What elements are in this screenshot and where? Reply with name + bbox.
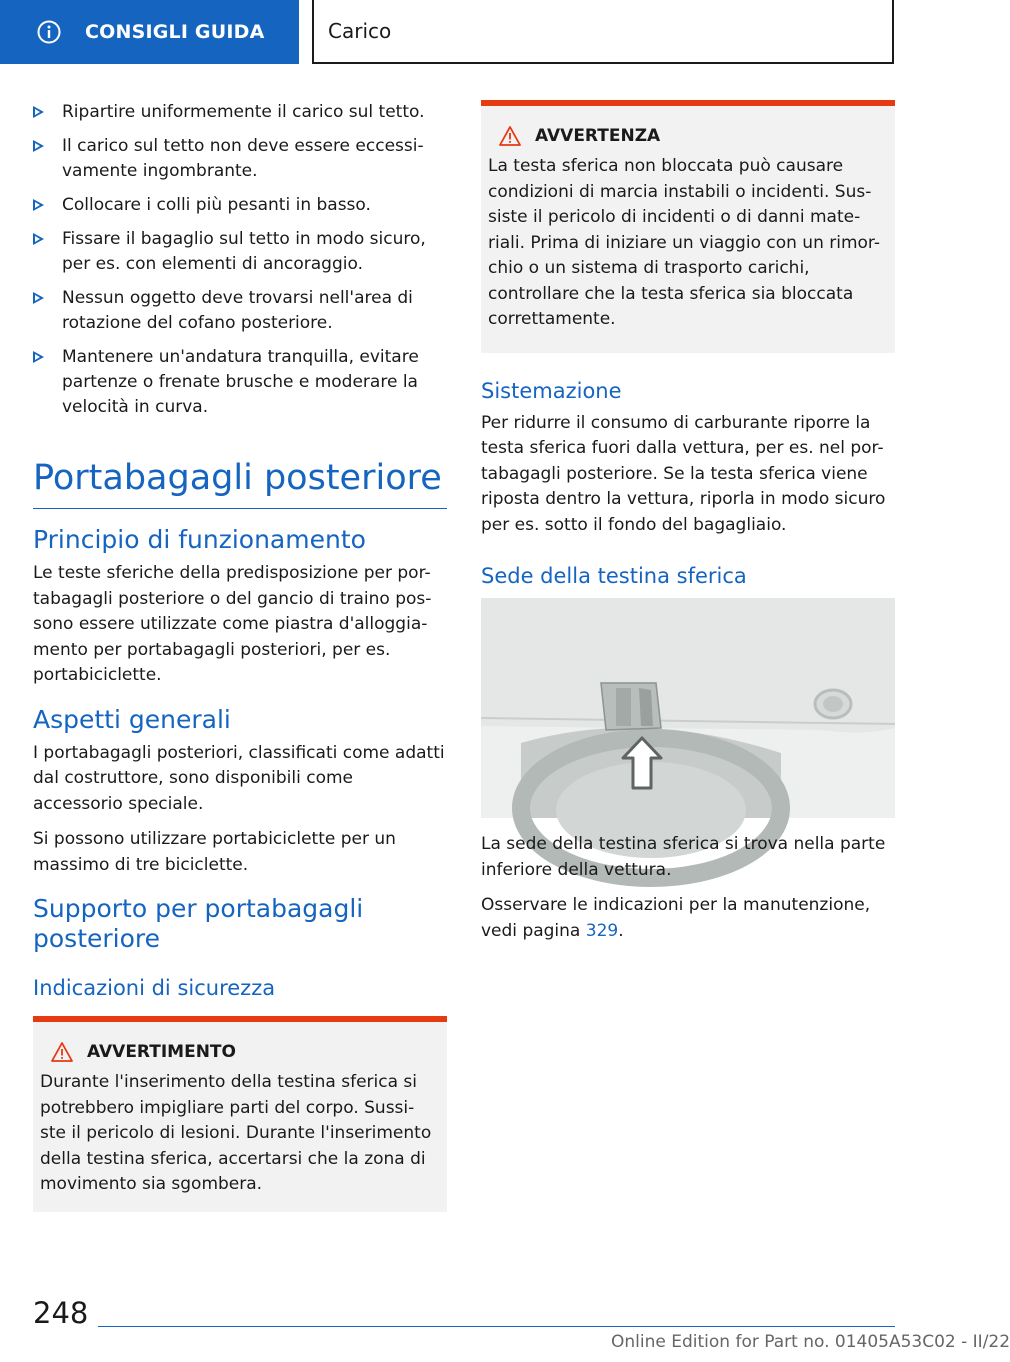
maintenance-text <box>481 893 895 944</box>
footer-divider <box>98 1326 895 1327</box>
section-title: Portabagagli posteriore <box>33 458 447 509</box>
section-tab <box>0 0 299 64</box>
triangle-bullet-icon <box>33 351 44 363</box>
support-heading: Supporto per portabagagli posteriore <box>33 894 364 953</box>
bullet-list <box>33 100 447 420</box>
seat-text: La sede della testina sferica si trova nella parte inferiore della vettura. <box>481 834 886 880</box>
tow-ball-mount-illustration <box>481 598 895 818</box>
bullet-text: Nessun oggetto deve trovarsi nell'area di rotazione del cofano posteriore. <box>62 288 413 333</box>
bullet-text: Ripartire uniformemente il carico sul tetto. <box>62 102 425 122</box>
list-item <box>33 193 447 218</box>
safety-heading: Indicazioni di sicurezza <box>33 976 276 1000</box>
warning-triangle-icon <box>51 1042 73 1062</box>
page-number: 248 <box>33 1296 89 1330</box>
bullet-text: Fissare il bagaglio sul tetto in modo sicuro, per es. con elementi di ancoraggio. <box>62 229 426 274</box>
storage-heading: Sistemazione <box>481 378 622 403</box>
left-column <box>33 100 447 1234</box>
triangle-bullet-icon <box>33 199 44 211</box>
seat-heading: Sede della testina sferica <box>481 564 747 588</box>
principle-text: Le teste sferiche della predisposizione per por-tabagagli posteriore o del gancio di traino pos-sono essere utilizzate come piastra d'alloggia-mento per portabagagli posteriori, per es. portabiciclette. <box>33 563 432 685</box>
warning-header <box>40 1042 439 1062</box>
section-tab-label: CONSIGLI GUIDA <box>85 21 265 43</box>
triangle-bullet-icon <box>33 233 44 245</box>
list-item <box>33 134 447 184</box>
page-link[interactable]: 329 <box>585 920 619 941</box>
general-heading: Aspetti generali <box>33 704 231 734</box>
warning-box <box>481 100 895 353</box>
warning-title: AVVERTIMENTO <box>87 1042 236 1062</box>
list-item <box>33 345 447 420</box>
list-item <box>33 227 447 277</box>
principle-heading: Principio di funzionamento <box>33 525 366 554</box>
edition-footer: Online Edition for Part no. 01405A53C02 - II/22 <box>611 1332 1010 1352</box>
warning-title: AVVERTENZA <box>535 126 661 146</box>
bullet-text: Collocare i colli più pesanti in basso. <box>62 195 371 215</box>
triangle-bullet-icon <box>33 106 44 118</box>
general-text-2: Si possono utilizzare portabiciclette per un massimo di tre biciclette. <box>33 829 396 875</box>
warning-box <box>33 1016 447 1212</box>
chapter-title: Carico <box>328 19 392 43</box>
maintenance-sentence: Osservare le indicazioni per la manutenzione, vedi pagina <box>481 895 871 941</box>
general-text-1: I portabagagli posteriori, classificati come adatti dal costruttore, sono disponibili come accessorio speciale. <box>33 742 445 814</box>
bullet-text: Il carico sul tetto non deve essere eccessi-vamente ingombrante. <box>62 136 424 181</box>
bullet-text: Mantenere un'andatura tranquilla, evitare partenze o frenate brusche e moderare la velocità in curva. <box>62 347 419 417</box>
triangle-bullet-icon <box>33 292 44 304</box>
sentence-period: . <box>618 920 624 941</box>
storage-text: Per ridurre il consumo di carburante riporre la testa sferica fuori dalla vettura, per es. nel por-tabagagli posteriore. Se la testa sferica viene riposta dentro la vettura, riporla in modo sicuro per es. sotto il fondo del bagagliaio. <box>481 412 886 535</box>
list-item <box>33 100 447 125</box>
warning-header <box>488 126 887 146</box>
warning-triangle-icon <box>499 126 521 146</box>
triangle-bullet-icon <box>33 140 44 152</box>
right-column <box>481 100 895 954</box>
chapter-title-box <box>312 0 894 64</box>
warning-text: Durante l'inserimento della testina sferica si potrebbero impigliare parti del corpo. Sussi-ste il pericolo di lesioni. Durante l'inserimento della testina sferica, accertarsi che la zona di movimento sia sgombera. <box>40 1072 432 1194</box>
list-item <box>33 286 447 336</box>
info-icon <box>37 20 61 44</box>
warning-text: La testa sferica non bloccata può causare condizioni di marcia instabili o incidenti. Sus-siste il pericolo di incidenti o di danni mate-riali. Prima di iniziare un viaggio con un rimor-chio o un sistema di trasporto carichi, controllare che la testa sferica sia bloccata correttamente. <box>488 156 880 329</box>
